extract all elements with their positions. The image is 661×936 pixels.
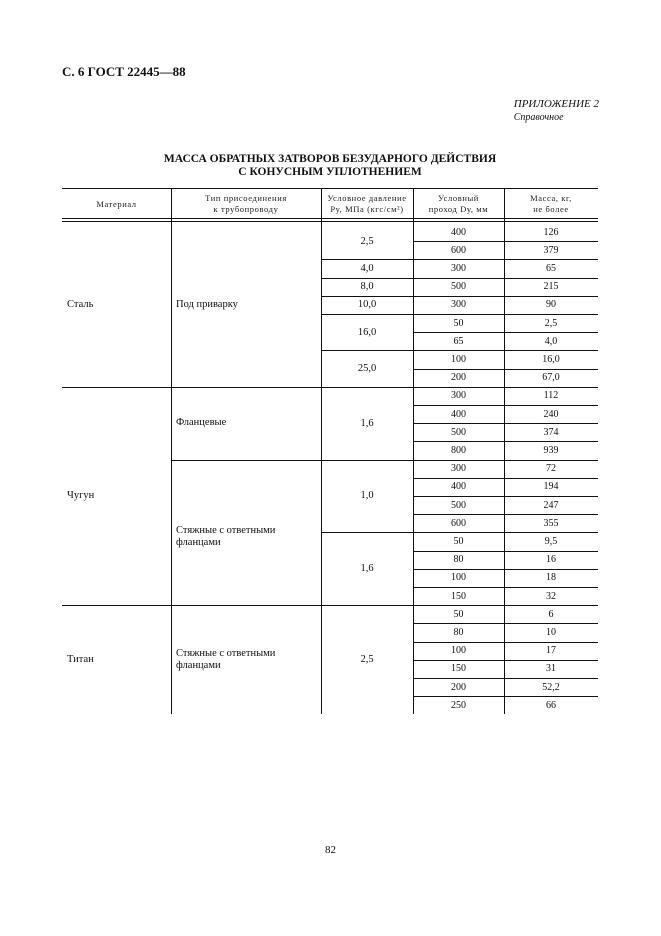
page-number: 82 [325, 844, 336, 856]
pressure-cell: 4,0 [360, 262, 374, 274]
column-header-line2: Pу, МПа (кгс/см²) [330, 204, 404, 214]
nominal-diameter-cell: 400 [451, 226, 466, 238]
mass-cell: 65 [546, 262, 556, 274]
mass-cell: 10 [546, 626, 556, 638]
pressure-cell: 16,0 [357, 326, 377, 338]
nominal-diameter-cell: 300 [451, 463, 466, 475]
column-header-line1: Условный [438, 193, 479, 203]
nominal-diameter-cell: 100 [451, 572, 466, 584]
nominal-diameter-cell: 200 [451, 681, 466, 693]
column-header-text [530, 193, 572, 215]
nominal-diameter-cell: 100 [451, 353, 466, 365]
nominal-diameter-cell: 500 [451, 499, 466, 511]
column-header-1 [62, 190, 171, 218]
column-header-3 [321, 190, 413, 218]
nominal-diameter-cell: 200 [451, 372, 466, 384]
mass-cell: 379 [543, 244, 559, 256]
row-divider [413, 514, 598, 515]
mass-cell: 17 [546, 645, 556, 657]
nominal-diameter-cell: 250 [451, 699, 466, 711]
nominal-diameter-cell: 80 [453, 554, 464, 566]
mass-cell: 247 [543, 499, 559, 511]
nominal-diameter-cell: 400 [451, 408, 466, 420]
nominal-diameter-cell: 600 [451, 244, 466, 256]
column-header-line1: Материал [96, 198, 137, 209]
column-header-text [327, 193, 406, 215]
mass-cell: 215 [543, 281, 559, 293]
mass-cell: 31 [546, 663, 556, 675]
appendix-label-block [514, 98, 599, 124]
connection-type-cell: Стяжные с ответными фланцами [176, 525, 276, 549]
row-divider [413, 587, 598, 588]
nominal-diameter-cell: 80 [453, 626, 464, 638]
nominal-diameter-cell: 800 [451, 444, 466, 456]
pressure-cell: 1,6 [360, 563, 374, 575]
row-divider [413, 332, 598, 333]
row-divider [413, 642, 598, 643]
mass-cell: 16 [546, 554, 556, 566]
column-header-4 [413, 190, 504, 218]
row-divider [413, 605, 598, 606]
header-divider-top [62, 218, 598, 219]
mass-cell: 4,0 [544, 335, 558, 347]
mass-cell: 72 [546, 463, 556, 475]
column-header-text [429, 193, 489, 215]
mass-cell: 126 [543, 226, 559, 238]
column-header-line2: к трубопроводу [213, 204, 279, 214]
row-divider [413, 551, 598, 552]
mass-cell: 9,5 [544, 535, 558, 547]
column-header-line1: Тип присоединения [205, 193, 287, 203]
pressure-cell: 1,6 [360, 417, 374, 429]
mass-cell: 18 [546, 572, 556, 584]
mass-cell: 6 [548, 608, 554, 620]
row-divider [413, 296, 598, 297]
nominal-diameter-cell: 300 [451, 390, 466, 402]
row-divider [413, 478, 598, 479]
row-divider [413, 660, 598, 661]
connection-type-cell: Под приварку [176, 298, 238, 310]
appendix-type: Справочное [513, 112, 564, 123]
pressure-cell: 8,0 [360, 281, 374, 293]
row-divider [413, 460, 598, 461]
nominal-diameter-cell: 500 [451, 426, 466, 438]
nominal-diameter-cell: 150 [451, 663, 466, 675]
mass-cell: 240 [543, 408, 559, 420]
appendix-label: ПРИЛОЖЕНИЕ 2 [513, 98, 599, 110]
mass-cell: 374 [543, 426, 559, 438]
nominal-diameter-cell: 300 [451, 262, 466, 274]
row-divider [413, 350, 598, 351]
nominal-diameter-cell: 150 [451, 590, 466, 602]
pressure-cell: 1,0 [360, 490, 374, 502]
table-title [62, 153, 598, 179]
row-divider [413, 423, 598, 424]
nominal-diameter-cell: 50 [453, 608, 464, 620]
column-header-line1: Масса, кг, [530, 193, 572, 203]
row-divider [413, 278, 598, 279]
row-divider [413, 314, 598, 315]
row-divider [413, 441, 598, 442]
table-title-line1: МАССА ОБРАТНЫХ ЗАТВОРОВ БЕЗУДАРНОГО ДЕЙСТВИЯ [163, 153, 497, 165]
header-divider-bottom [62, 221, 598, 222]
row-divider [413, 259, 598, 260]
nominal-diameter-cell: 100 [451, 645, 466, 657]
row-divider [413, 387, 598, 388]
connection-type-cell: Фланцевые [176, 417, 227, 429]
page-header: С. 6 ГОСТ 22445—88 [62, 64, 186, 79]
mass-cell: 90 [546, 299, 556, 311]
mass-cell: 66 [546, 699, 556, 711]
nominal-diameter-cell: 50 [453, 317, 464, 329]
mass-cell: 112 [543, 390, 559, 402]
nominal-diameter-cell: 300 [451, 299, 466, 311]
row-divider [413, 532, 598, 533]
column-header-5 [504, 190, 598, 218]
material-cell: Чугун [67, 490, 95, 502]
nominal-diameter-cell: 50 [453, 535, 464, 547]
column-header-text [205, 193, 287, 215]
column-header-line2: не более [533, 204, 569, 214]
row-divider [413, 696, 598, 697]
column-header-2 [171, 190, 321, 218]
column-header-line1: Условное давление [327, 193, 407, 203]
mass-cell: 52,2 [542, 681, 560, 693]
table-title-line2: С КОНУСНЫМ УПЛОТНЕНИЕМ [238, 166, 422, 178]
material-cell: Титан [67, 654, 94, 666]
row-divider [413, 569, 598, 570]
material-cell: Сталь [67, 299, 94, 311]
pressure-cell: 2,5 [360, 235, 374, 247]
row-divider [413, 241, 598, 242]
mass-cell: 32 [546, 590, 556, 602]
row-divider [413, 405, 598, 406]
row-divider [413, 496, 598, 497]
nominal-diameter-cell: 400 [451, 481, 466, 493]
pressure-cell: 2,5 [360, 654, 374, 666]
mass-cell: 67,0 [542, 372, 560, 384]
mass-cell: 2,5 [544, 317, 558, 329]
mass-cell: 939 [543, 444, 559, 456]
nominal-diameter-cell: 600 [451, 517, 466, 529]
pressure-cell: 10,0 [357, 299, 377, 311]
nominal-diameter-cell: 500 [451, 281, 466, 293]
column-header-line2: проход Dу, мм [428, 204, 489, 214]
row-divider [413, 369, 598, 370]
connection-type-cell: Стяжные с ответными фланцами [176, 647, 276, 671]
mass-cell: 355 [543, 517, 559, 529]
pressure-cell: 25,0 [357, 363, 377, 375]
mass-cell: 194 [543, 481, 559, 493]
mass-cell: 16,0 [542, 353, 560, 365]
column-header-text [96, 199, 136, 210]
row-divider [413, 678, 598, 679]
row-divider [413, 623, 598, 624]
nominal-diameter-cell: 65 [453, 335, 464, 347]
